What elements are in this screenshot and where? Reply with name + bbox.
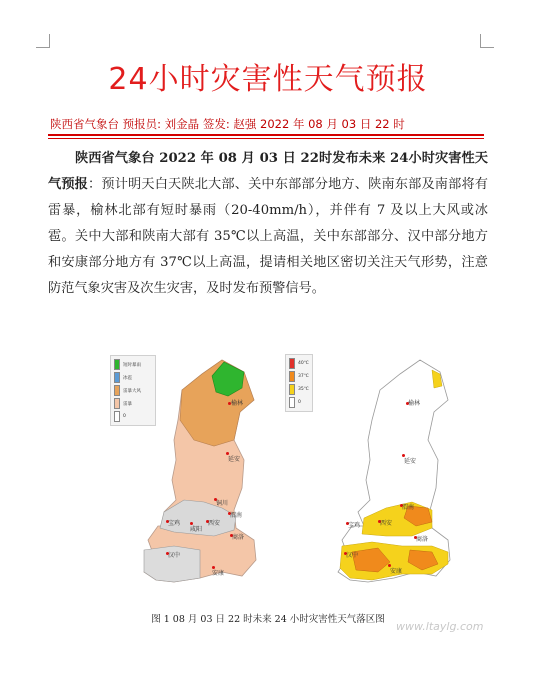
hazard-legend [110,355,156,426]
legend-label: 冰雹 [123,375,132,381]
city-label-hanzhong: 汉中 [346,552,359,559]
legend-row [114,371,152,384]
legend-row [114,410,152,423]
city-label-ankang: 安康 [390,568,403,575]
city-label-shangluo: 商洛 [416,536,429,543]
legend-label: 0 [123,414,126,419]
legend-swatch [114,398,120,409]
crop-mark-top-right [480,34,494,48]
legend-label: 短时暴雨 [123,362,141,368]
legend-row [114,397,152,410]
city-label-xian: 西安 [208,520,221,527]
crop-mark-top-left [36,34,50,48]
legend-swatch [289,371,295,382]
header-divider-thin [48,138,484,139]
legend-swatch [114,385,120,396]
city-label-ankang: 安康 [212,570,225,577]
city-label-weinan: 渭南 [230,512,243,519]
legend-row [289,357,309,370]
legend-row [114,358,152,371]
forecast-text: ：预计明天白天陕北大部、关中东部部分地方、陕南东部及南部将有雷暴，榆林北部有短时暴雨（20-40mm/h），并伴有 7 及以上大风或冰雹。关中大部和陕南大部有 35℃以上高温，关中东部部分、汉中部分地方和安康部分地方有 37℃以上高温，提请相关地区密切关注天气形势，注意防范气象灾害及次生灾害，及时发布预警信号。 [48,177,488,296]
city-label-tongchuan: 铜川 [216,500,229,507]
header-divider [48,134,484,136]
legend-label: 40℃ [298,361,309,366]
legend-label: 0 [298,400,301,405]
page-title: 24小时灾害性天气预报 [108,62,428,97]
city-label-baoji: 宝鸡 [168,520,181,527]
heat-legend [285,354,313,412]
legend-row [289,370,309,383]
city-label-xianyang: 咸阳 [190,526,203,533]
legend-swatch [289,384,295,395]
legend-swatch [114,372,120,383]
issuer-info-line: 陕西省气象台 预报员: 刘金晶 签发: 赵强 2022 年 08 月 03 日 22 时 [50,117,405,131]
city-label-yanan: 延安 [404,458,417,465]
figure-caption: 图 1 08 月 03 日 22 时未来 24 小时灾害性天气落区图 [151,614,385,625]
city-label-xian: 西安 [380,520,393,527]
legend-row [114,384,152,397]
legend-swatch [289,397,295,408]
legend-row [289,396,309,409]
legend-swatch [289,358,295,369]
legend-swatch [114,359,120,370]
legend-label: 35℃ [298,387,309,392]
city-label-baoji: 宝鸡 [348,522,361,529]
legend-label: 雷暴大风 [123,388,141,394]
city-label-yulin: 榆林 [231,400,244,407]
city-label-yulin: 榆林 [408,400,421,407]
city-label-shangluo: 商洛 [232,534,245,541]
city-label-weinan: 渭南 [402,504,415,511]
city-label-yanan: 延安 [228,456,241,463]
legend-label: 雷暴 [123,401,132,407]
legend-label: 37℃ [298,374,309,379]
forecast-body [48,146,488,302]
forecast-paragraph [48,146,488,302]
forecast-lead: 陕西省气象台 2022 年 08 月 03 日 22时发布未来 24小时灾害性天气预报 [48,151,488,192]
legend-swatch [114,411,120,422]
watermark: www.ltaylg.com [396,620,484,633]
city-label-hanzhong: 汉中 [168,552,181,559]
legend-row [289,383,309,396]
